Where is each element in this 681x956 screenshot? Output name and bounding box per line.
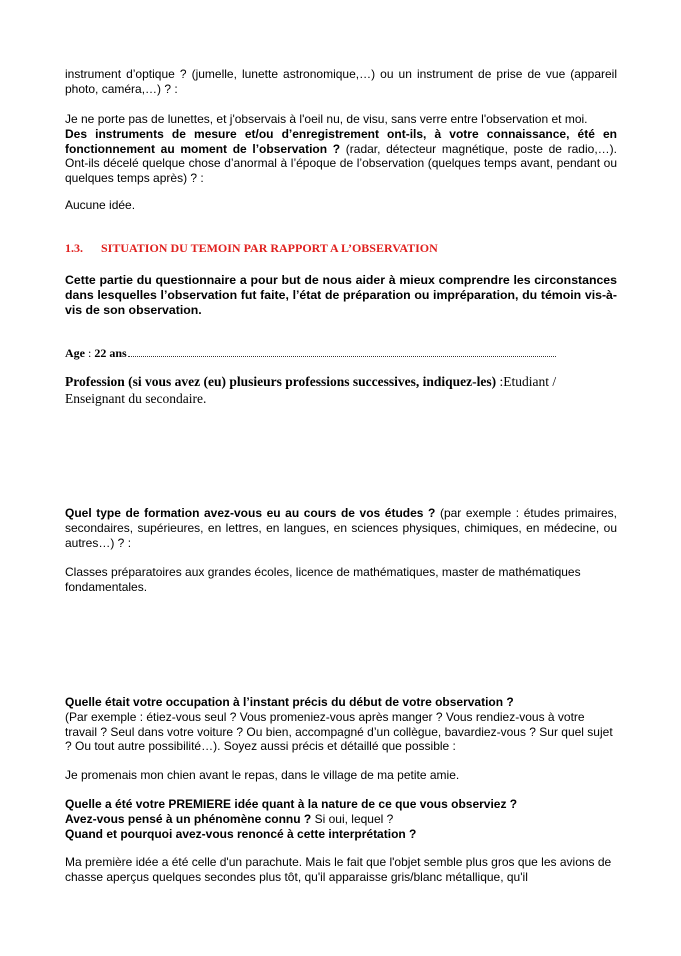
age-label: Age	[65, 346, 85, 360]
first-idea-q3: Quand et pourquoi avez-vous renoncé à cette interprétation ?	[65, 826, 417, 841]
glasses-answer: Je ne porte pas de lunettes, et j'observais à l'oeil nu, de visu, sans verre entre l'observation et moi.	[65, 112, 588, 126]
section-title: SITUATION DU TEMOIN PAR RAPPORT A L’OBSERVATION	[101, 241, 438, 255]
measurement-instruments-detail: (radar, détecteur magnétique, poste de radio,…). Ont-ils décelé quelque chose d’anormal à l’époque de l’observation (quelques temps avant, pendant ou quelques temps après) ? :	[65, 141, 617, 186]
age-field	[65, 345, 560, 361]
occupation-answer: Je promenais mon chien avant le repas, dans le village de ma petite amie.	[65, 768, 460, 782]
occupation-question	[65, 695, 617, 754]
section-intro	[65, 273, 617, 317]
age-dotted-line	[128, 347, 556, 357]
first-idea-q2: Avez-vous pensé à un phénomène connu ?	[65, 811, 312, 826]
measurement-answer: Aucune idée.	[65, 198, 136, 212]
section-number: 1.3.	[65, 241, 83, 255]
formation-question	[65, 506, 617, 550]
formation-question-detail: (par exemple : études primaires, secondaires, supérieures, en lettres, en langues, en sciences physiques, chimiques, en médecine, ou autres…) ? :	[65, 506, 617, 550]
formation-answer: Classes préparatoires aux grandes écoles, licence de mathématiques, master de mathématiques fondamentales.	[65, 565, 581, 594]
age-value: 22 ans	[94, 346, 127, 360]
age-separator: :	[85, 346, 95, 360]
formation-question-bold: Quel type de formation avez-vous eu au cours de vos études ?	[65, 506, 436, 520]
measurement-instruments-question: Des instruments de mesure et/ou d’enregistrement ont-ils, à votre connaissance, été en fonctionnement au moment de l’observation ?	[65, 126, 617, 156]
measurement-instruments-paragraph	[65, 112, 617, 186]
profession-field	[65, 374, 617, 407]
optical-instrument-question: instrument d’optique ? (jumelle, lunette astronomique,…) ou un instrument de prise de vue (appareil photo, caméra,…) ? :	[65, 67, 617, 96]
profession-answer: :Etudiant / Enseignant du secondaire.	[65, 374, 557, 406]
section-intro-text: Cette partie du questionnaire a pour but de nous aider à mieux comprendre les circonstances dans lesquelles l’observation fut faite, l’état de préparation ou impréparation, du témoin vis-à-vis de son observation.	[65, 273, 617, 317]
section-heading	[65, 241, 438, 256]
first-idea-questions	[65, 797, 617, 841]
first-idea-answer: Ma première idée a été celle d'un parachute. Mais le fait que l'objet semble plus gros que les avions de chasse aperçus quelques secondes plus tôt, qu'il apparaisse gris/blanc métallique, qu'il	[65, 855, 612, 884]
occupation-question-detail: (Par exemple : étiez-vous seul ? Vous promeniez-vous après manger ? Vous rendiez-vous à votre travail ? Seul dans votre voiture ? Ou bien, accompagné d’un collègue, bavardiez-vous ? Sur quel sujet ? Ou tout autre possibilité…). Soyez aussi précis et détaillé que possible :	[65, 709, 613, 754]
profession-label: Profession (si vous avez (eu) plusieurs professions successives, indiquez-les)	[65, 374, 497, 389]
first-idea-q2-detail: Si oui, lequel ?	[311, 811, 394, 826]
first-idea-q1: Quelle a été votre PREMIERE idée quant à la nature de ce que vous observiez ?	[65, 797, 518, 811]
occupation-question-bold: Quelle était votre occupation à l’instant précis du début de votre observation ?	[65, 695, 514, 709]
